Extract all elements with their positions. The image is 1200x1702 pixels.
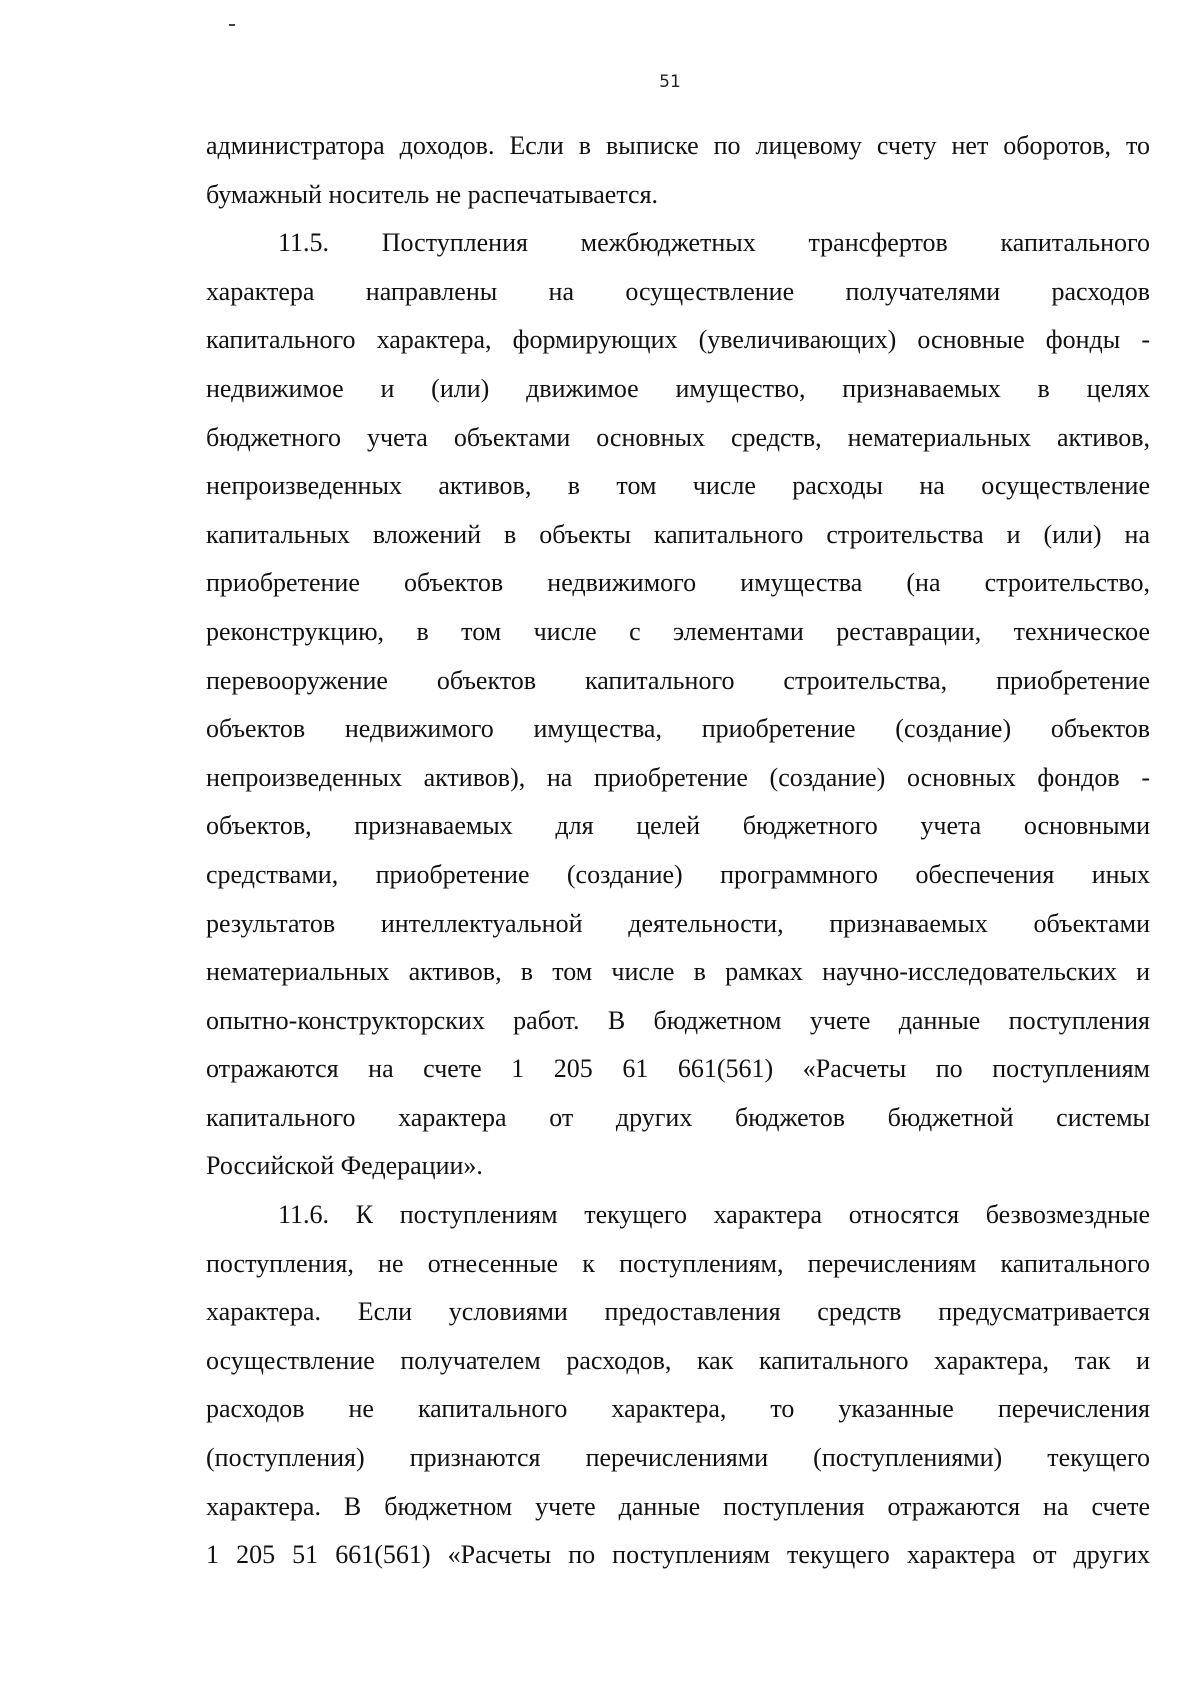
text-line: характера. В бюджетном учете данные поступления отражаются на счете (206, 1491, 1150, 1521)
text-line: характера направлены на осуществление получателями расходов (206, 276, 1150, 306)
text-line: капитального характера от других бюджетов бюджетной системы (206, 1102, 1150, 1132)
text-line: Российской Федерации». (206, 1151, 483, 1181)
text-line: бюджетного учета объектами основных средств, нематериальных активов, (206, 422, 1150, 452)
body-text (206, 122, 1150, 1580)
text-line: (поступления) признаются перечислениями (поступлениями) текущего (206, 1443, 1150, 1473)
text-line: отражаются на счете 1 205 61 661(561) «Расчеты по поступлениям (206, 1054, 1150, 1084)
paragraph-11-6 (206, 1191, 1150, 1580)
text-line: характера. Если условиями предоставления средств предусматривается (206, 1297, 1150, 1327)
text-line: капитальных вложений в объекты капитального строительства и (или) на (206, 519, 1150, 549)
text-line: приобретение объектов недвижимого имущества (на строительство, (206, 568, 1150, 598)
text-line: 1 205 51 661(561) «Расчеты по поступлениям текущего характера от других (206, 1540, 1150, 1570)
text-line: 11.6. К поступлениям текущего характера относятся безвозмездные (278, 1200, 1150, 1230)
text-line: нематериальных активов, в том числе в рамках научно-исследовательских и (206, 957, 1150, 987)
page-number: 51 (659, 72, 681, 92)
text-line: бумажный носитель не распечатывается. (206, 179, 659, 209)
scan-artifact-mark (229, 24, 235, 26)
text-line: опытно-конструкторских работ. В бюджетном учете данные поступления (206, 1005, 1150, 1035)
text-line: непроизведенных активов, в том числе расходы на осуществление (206, 471, 1150, 501)
text-line: осуществление получателем расходов, как капитального характера, так и (206, 1345, 1150, 1375)
paragraph-11-5 (206, 219, 1150, 1191)
text-line: поступления, не отнесенные к поступлениям, перечислениям капитального (206, 1248, 1150, 1278)
text-line: администратора доходов. Если в выписке по лицевому счету нет оборотов, то (206, 131, 1150, 160)
text-line: непроизведенных активов), на приобретение (создание) основных фондов - (206, 762, 1150, 792)
text-line: реконструкцию, в том числе с элементами реставрации, техническое (206, 616, 1150, 646)
text-line: объектов, признаваемых для целей бюджетного учета основными (206, 811, 1150, 841)
text-line: перевооружение объектов капитального строительства, приобретение (206, 665, 1150, 695)
text-line: результатов интеллектуальной деятельности, признаваемых объектами (206, 908, 1150, 938)
text-line: расходов не капитального характера, то указанные перечисления (206, 1394, 1150, 1424)
text-line: средствами, приобретение (создание) программного обеспечения иных (206, 859, 1150, 889)
text-line: объектов недвижимого имущества, приобретение (создание) объектов (206, 714, 1150, 744)
text-line: капитального характера, формирующих (увеличивающих) основные фонды - (206, 325, 1150, 355)
text-line: 11.5. Поступления межбюджетных трансфертов капитального (278, 228, 1150, 258)
text-line: недвижимое и (или) движимое имущество, признаваемых в целях (206, 373, 1150, 403)
paragraph-continuation (206, 122, 1150, 219)
